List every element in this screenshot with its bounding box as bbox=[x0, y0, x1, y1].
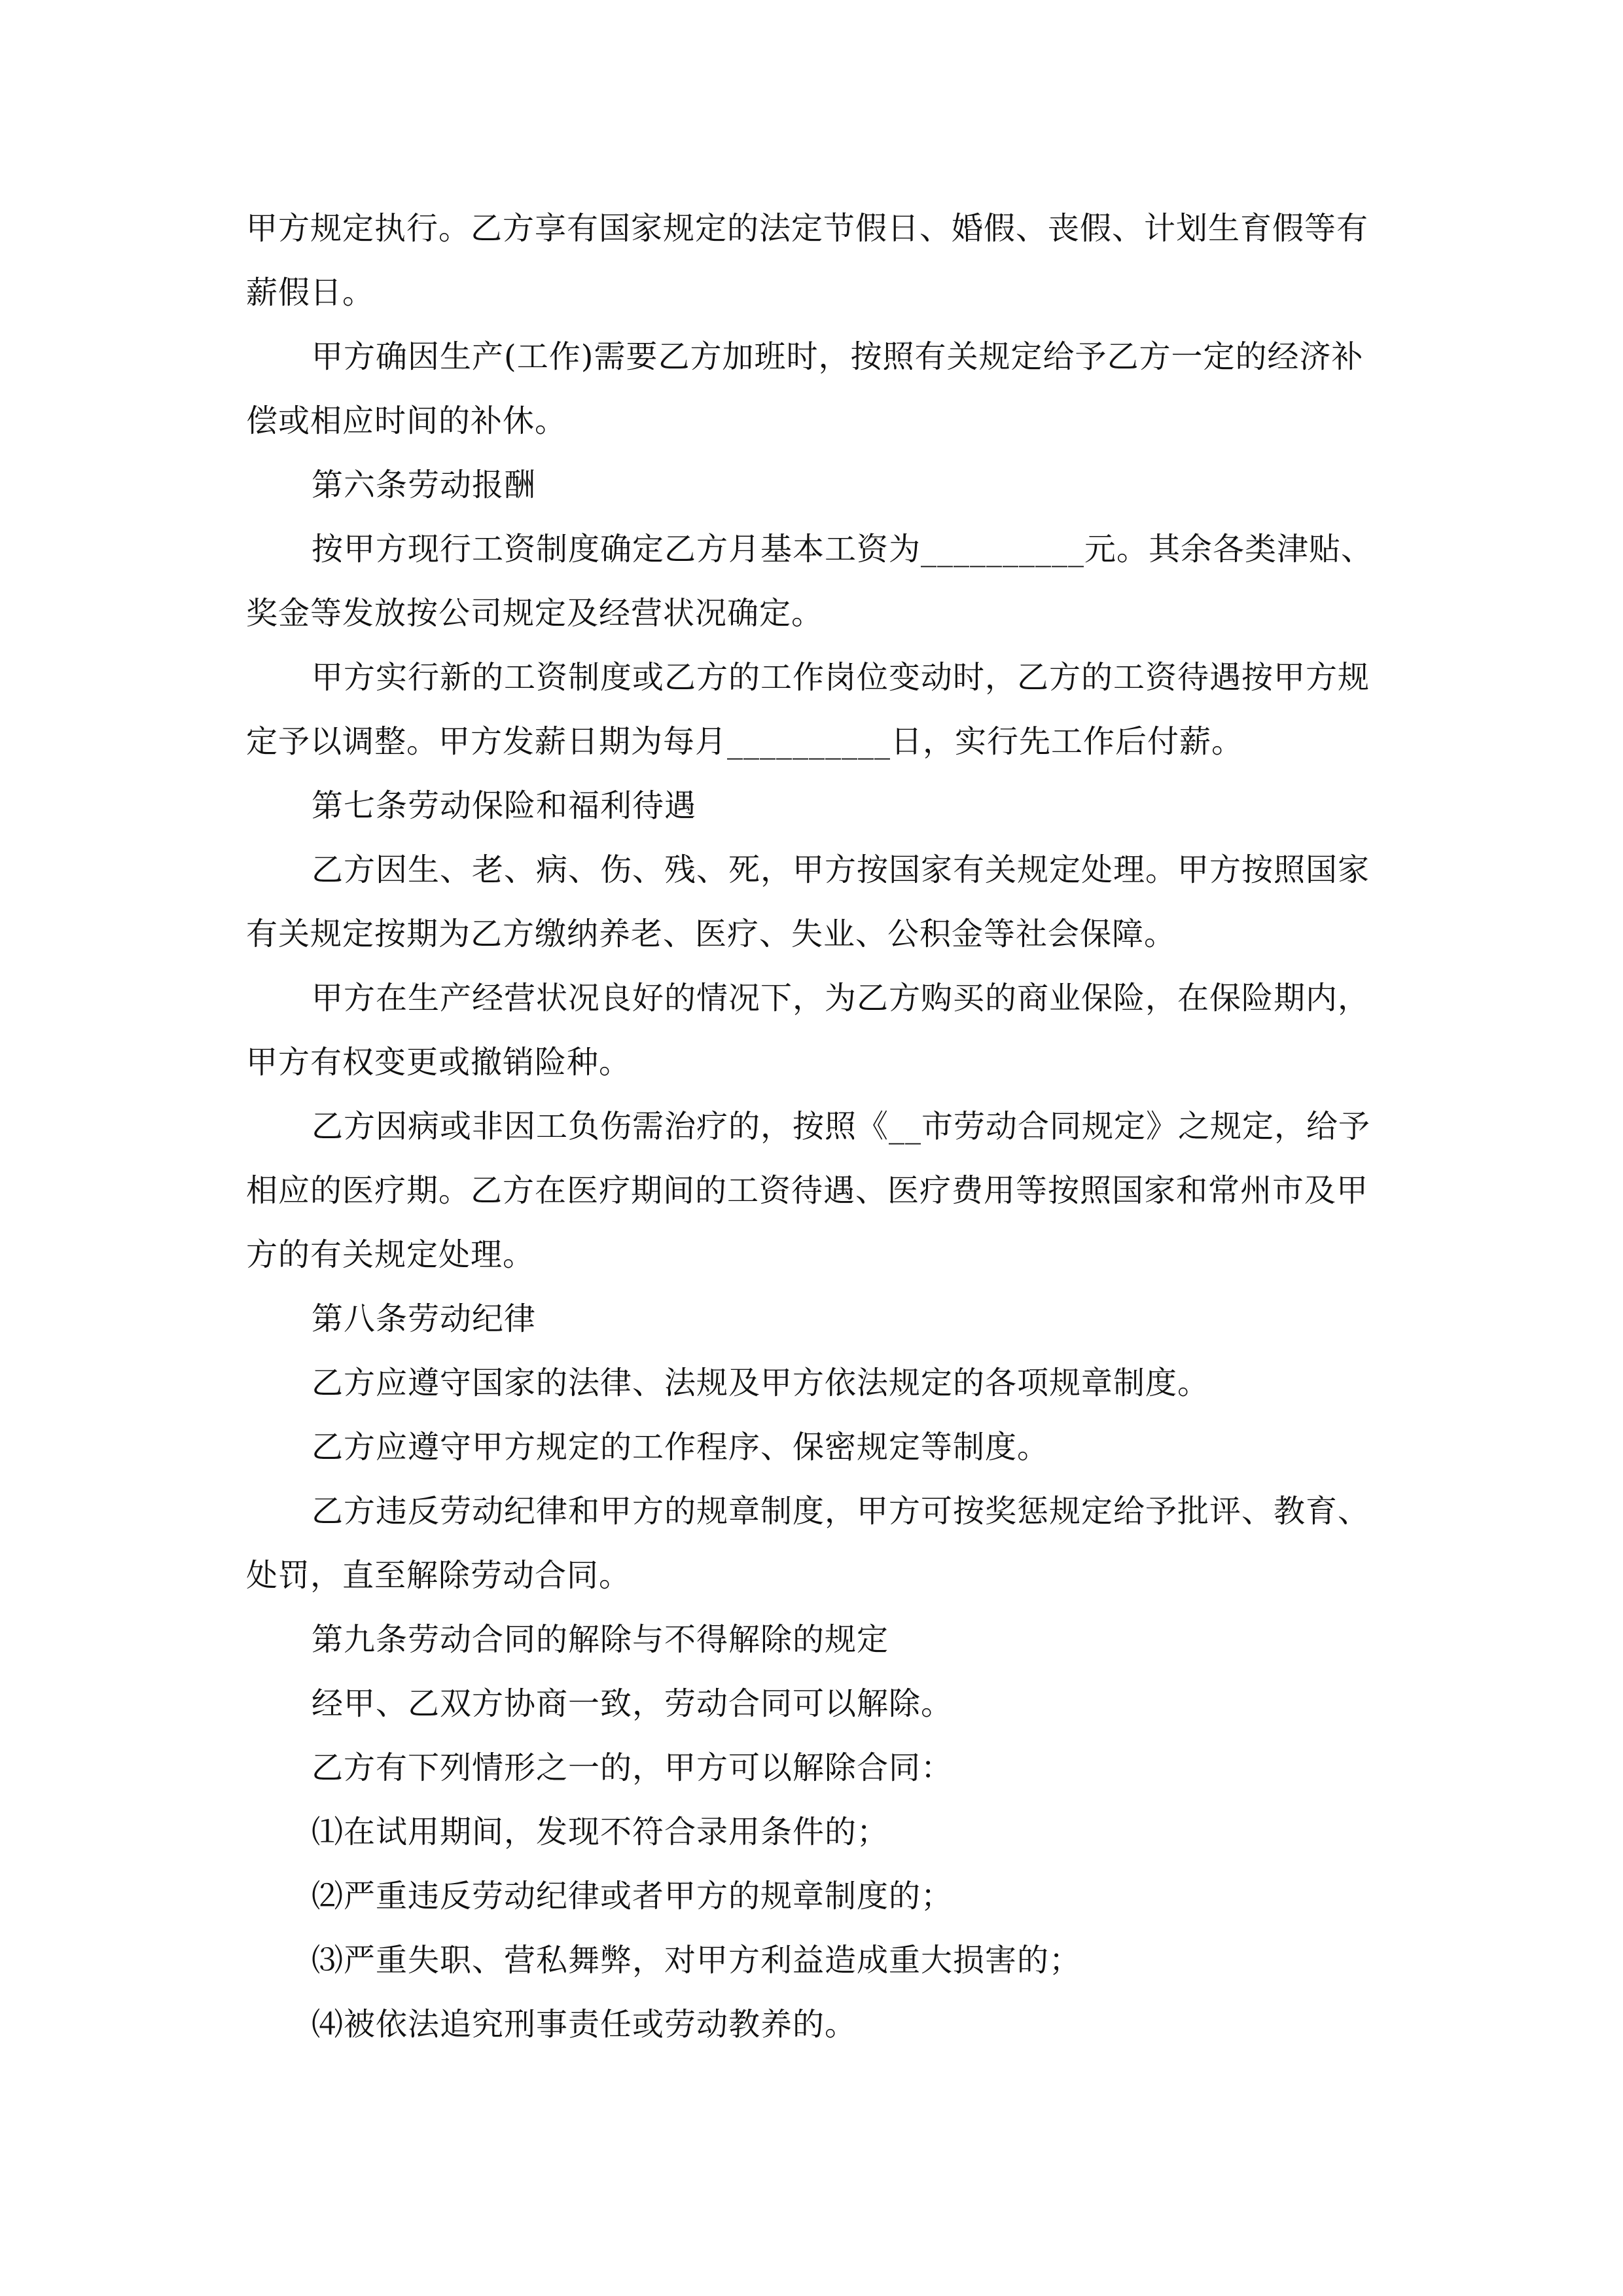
text-line: 乙方有下列情形之一的，甲方可以解除合同： bbox=[312, 1749, 954, 1786]
list-item: ⑴在试用期间，发现不符合录用条件的； bbox=[312, 1814, 889, 1850]
text-line: 甲方规定执行。乙方享有国家规定的法定节假日、婚假、丧假、计划生育假等有 bbox=[246, 210, 1369, 247]
text-line: 有关规定按期为乙方缴纳养老、医疗、失业、公积金等社会保障。 bbox=[246, 916, 1177, 952]
text-line: 处罚，直至解除劳动合同。 bbox=[246, 1557, 632, 1594]
text-line: 甲方确因生产(工作)需要乙方加班时，按照有关规定给予乙方一定的经济补 bbox=[312, 338, 1364, 375]
text-line: 甲方实行新的工资制度或乙方的工作岗位变动时，乙方的工资待遇按甲方规 bbox=[312, 659, 1370, 696]
list-item: ⑷被依法追究刑事责任或劳动教养的。 bbox=[312, 2006, 857, 2043]
section-heading: 第七条劳动保险和福利待遇 bbox=[312, 787, 697, 824]
list-item: ⑶严重失职、营私舞弊，对甲方利益造成重大损害的； bbox=[312, 1942, 1082, 1979]
text-line: 奖金等发放按公司规定及经营状况确定。 bbox=[246, 595, 824, 632]
text-line: 乙方因病或非因工负伤需治疗的，按照《__市劳动合同规定》之规定，给予 bbox=[312, 1108, 1371, 1145]
text-line: 偿或相应时间的补休。 bbox=[246, 403, 567, 439]
text-line: 相应的医疗期。乙方在医疗期间的工资待遇、医疗费用等按照国家和常州市及甲 bbox=[246, 1172, 1369, 1209]
text-line: 乙方因生、老、病、伤、残、死，甲方按国家有关规定处理。甲方按照国家 bbox=[312, 852, 1370, 888]
text-line: 经甲、乙双方协商一致，劳动合同可以解除。 bbox=[312, 1685, 954, 1722]
text-line: 按甲方现行工资制度确定乙方月基本工资为__________元。其余各类津贴、 bbox=[312, 531, 1374, 567]
text-line: 乙方违反劳动纪律和甲方的规章制度，甲方可按奖惩规定给予批评、教育、 bbox=[312, 1493, 1370, 1530]
text-line: 乙方应遵守甲方规定的工作程序、保密规定等制度。 bbox=[312, 1429, 1050, 1465]
text-line: 薪假日。 bbox=[246, 274, 375, 311]
text-line: 方的有关规定处理。 bbox=[246, 1236, 535, 1273]
section-heading: 第九条劳动合同的解除与不得解除的规定 bbox=[312, 1621, 889, 1658]
text-line: 乙方应遵守国家的法律、法规及甲方依法规定的各项规章制度。 bbox=[312, 1365, 1210, 1401]
text-line: 甲方有权变更或撤销险种。 bbox=[246, 1044, 632, 1081]
text-line: 定予以调整。甲方发薪日期为每月__________日，实行先工作后付薪。 bbox=[246, 723, 1244, 760]
list-item: ⑵严重违反劳动纪律或者甲方的规章制度的； bbox=[312, 1878, 954, 1914]
text-line: 甲方在生产经营状况良好的情况下，为乙方购买的商业保险，在保险期内， bbox=[312, 980, 1370, 1016]
section-heading: 第六条劳动报酬 bbox=[312, 467, 537, 503]
section-heading: 第八条劳动纪律 bbox=[312, 1300, 537, 1337]
